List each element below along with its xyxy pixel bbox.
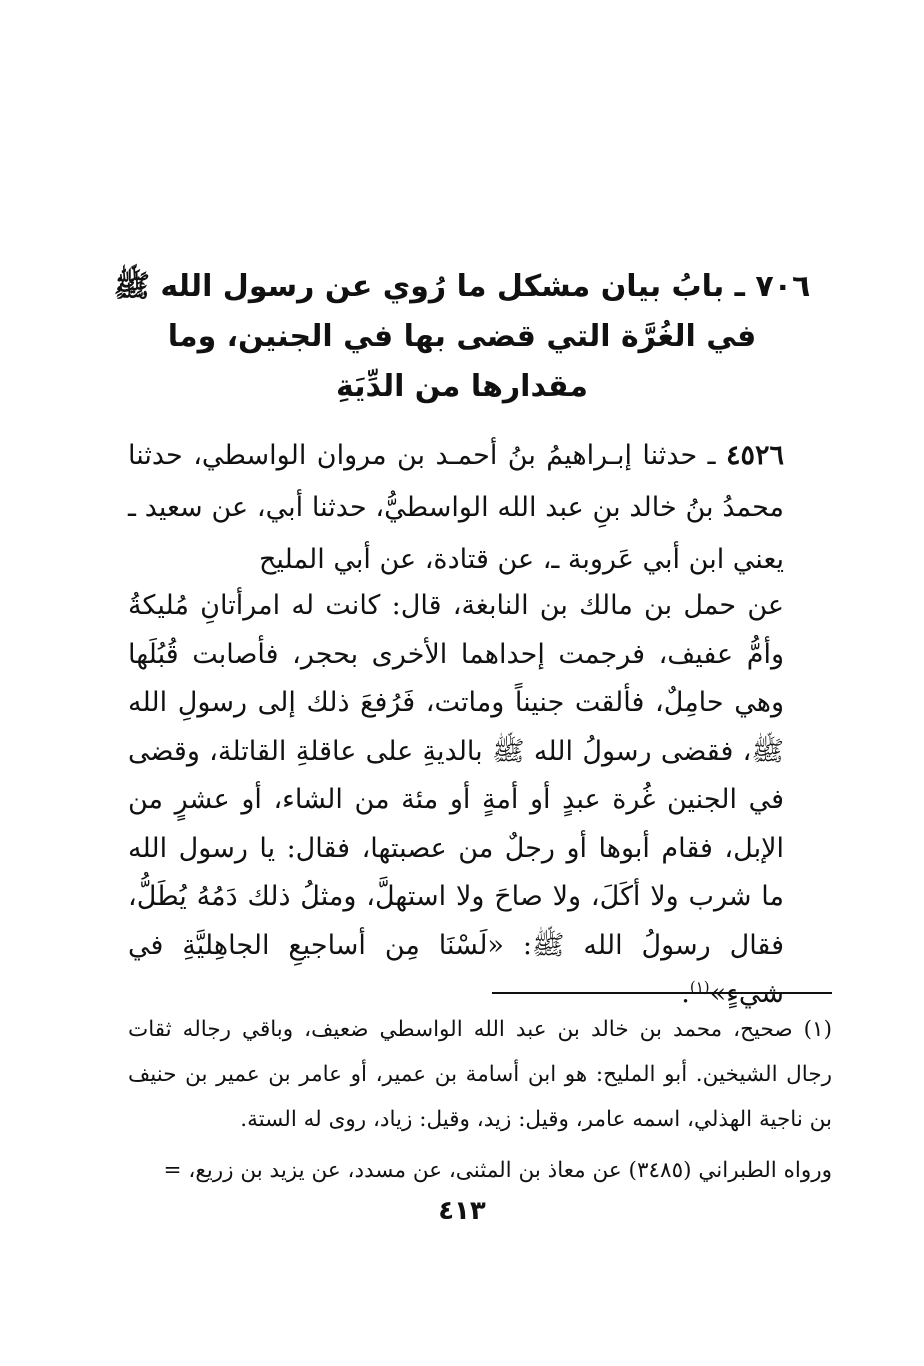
footnotes <box>128 1007 832 1193</box>
hadith-matn: عن حمل بن مالك بن النابغة، قال: كانت له امرأتانِ مُليكةُ وأمُّ عفيف، فرجمت إحداهما الأخرى بحجر، فأصابت قُبُلَها وهي حامِلٌ، فألقت جنيناً وماتت، فَرُفعَ ذلك إلى رسولِ الله ﷺ، فقضى رسولُ الله ﷺ بالديةِ على عاقلةِ القاتلة، وقضى في الجنين غُرة عبدٍ أو أمةٍ أو مئة من الشاء، أو عشرٍ من الإبل، فقام أبوها أو رجلٌ من عصبتها، فقال: يا رسول الله ما شرب ولا أكَلَ، ولا صاحَ ولا استهلَّ، ومثلُ ذلك دَمُهُ يُطَلُّ، فقال رسولُ الله ﷺ: «لَسْنَا مِن أساجيعِ الجاهِليَّةِ في شيءٍ»$^{(١)}$. <box>128 590 784 1009</box>
footnote-1: (١) صحيح، محمد بن خالد بن عبد الله الواسطي ضعيف، وباقي رجاله ثقات رجال الشيخين. أبو المليح: هو ابن أسامة بن عمير، أو عامر بن عمير بن حنيف بن ناجية الهذلي، اسمه عامر، وقيل: زيد، وقيل: زياد، روى له الستة. <box>128 1017 832 1132</box>
isnad-text: ـ حدثنا إبـراهيمُ بنُ أحمـد بن مروان الواسطي، حدثنا محمدُ بنُ خالد بنِ عبد الله الواسطيُّ، حدثنا أبي، عن سعيد ـ يعني ابن أبي عَروبة ـ، عن قتادة، عن أبي المليح <box>128 440 784 575</box>
chapter-heading <box>110 262 814 412</box>
footnote-marker: (١) <box>689 978 710 996</box>
hadith-number: ٤٥٢٦ <box>725 440 784 471</box>
hadith-isnad <box>128 430 784 586</box>
chapter-heading-line-2: في الغُرَّة التي قضى بها في الجنين، وما <box>167 319 757 354</box>
footnote-separator <box>492 992 832 994</box>
footnote-1-continued: ورواه الطبراني (٣٤٨٥) عن معاذ بن المثنى، عن مسدد، عن يزيد بن زريع، = <box>163 1158 832 1183</box>
page-number: ٤١٣ <box>438 1196 486 1226</box>
matn-text: عن حمل بن مالك بن النابغة، قال: كانت له امرأتانِ مُليكةُ وأمُّ عفيف، فرجمت إحداهما الأخرى بحجر، فأصابت قُبُلَها وهي حامِلٌ، فألقت جنيناً وماتت، فَرُفعَ ذلك إلى رسولِ الله ﷺ، فقضى رسولُ الله ﷺ بالديةِ على عاقلةِ القاتلة، وقضى في الجنين غُرة عبدٍ أو أمةٍ أو مئة من الشاء، أو عشرٍ من الإبل، فقام أبوها أو رجلٌ من عصبتها، فقال: يا رسول الله ما شرب ولا أكَلَ، ولا صاحَ ولا استهلَّ، ومثلُ ذلك دَمُهُ يُطَلُّ، فقال رسولُ الله ﷺ: «لَسْنَا مِن أساجيعِ الجاهِليَّةِ في شيءٍ» <box>128 590 784 1009</box>
chapter-heading-line-3: مقدارها من الدِّيَةِ <box>336 369 588 404</box>
chapter-heading-line-1: ٧٠٦ ـ بابُ بيان مشكل ما رُوي عن رسول الله ﷺ <box>113 269 811 304</box>
